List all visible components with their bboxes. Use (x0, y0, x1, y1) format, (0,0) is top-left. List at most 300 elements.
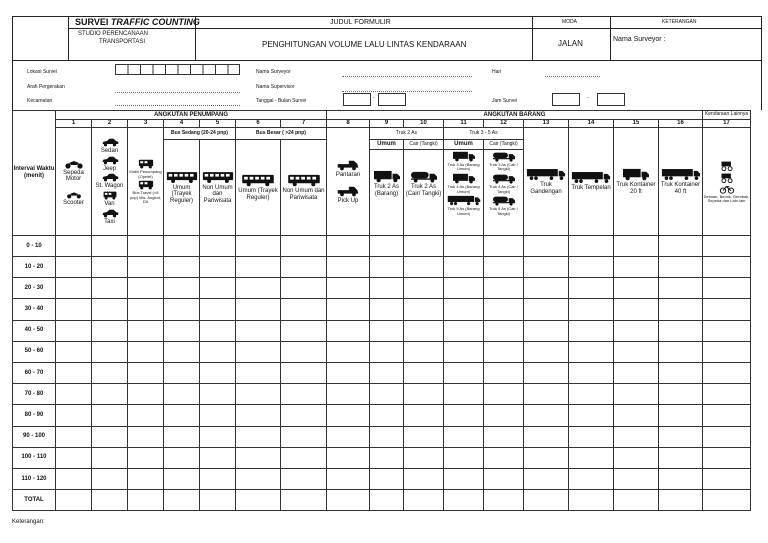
table-row (13, 384, 751, 405)
count-cell[interactable] (703, 341, 751, 362)
container-40ft-icon (661, 168, 701, 181)
scooter-icon (66, 189, 82, 199)
count-cell[interactable] (200, 384, 236, 405)
count-cell[interactable] (524, 278, 569, 299)
count-cell[interactable] (281, 384, 327, 405)
count-cell[interactable] (404, 299, 444, 320)
count-cell[interactable] (569, 299, 614, 320)
colnum: 9 (370, 120, 404, 128)
count-cell[interactable] (327, 468, 370, 489)
col11-header: Umum Truk 3 As (Barang Umum) Truk 4 As (Barang Umum) Truk 5 As (Barang Umum) (444, 139, 484, 235)
hari-input-line[interactable] (545, 76, 600, 77)
count-cell[interactable] (370, 257, 404, 278)
col4-header: Umum (Trayek Reguler) (164, 139, 200, 235)
count-cell[interactable] (703, 278, 751, 299)
count-cell[interactable] (614, 447, 659, 468)
cart-icon (719, 160, 735, 171)
label-jam: Jam Survei (492, 98, 518, 104)
col9-header: Umum Truk 2 As (Barang) (370, 139, 404, 235)
count-cell[interactable] (92, 341, 128, 362)
count-cell[interactable] (92, 447, 128, 468)
pickup-icon (336, 185, 360, 197)
count-cell[interactable] (614, 405, 659, 426)
form-title: PENGHITUNGAN VOLUME LALU LINTAS KENDARAAN (262, 40, 467, 49)
count-cell[interactable] (444, 341, 484, 362)
count-cell[interactable] (128, 235, 164, 256)
count-cell[interactable] (703, 405, 751, 426)
count-cell[interactable] (659, 299, 703, 320)
kecamatan-input-line[interactable] (115, 105, 240, 106)
count-cell[interactable] (92, 405, 128, 426)
sedan-icon (101, 138, 119, 147)
count-cell[interactable] (92, 426, 128, 447)
table-row (13, 257, 751, 278)
count-cell[interactable] (404, 384, 444, 405)
count-cell[interactable] (164, 278, 200, 299)
bus-large-icon (241, 174, 275, 187)
count-cell[interactable] (703, 468, 751, 489)
count-cell[interactable] (659, 384, 703, 405)
count-cell[interactable] (569, 320, 614, 341)
count-cell[interactable] (444, 235, 484, 256)
count-cell[interactable] (524, 320, 569, 341)
count-cell[interactable] (281, 235, 327, 256)
count-cell[interactable] (200, 235, 236, 256)
count-cell[interactable] (524, 447, 569, 468)
count-cell[interactable] (236, 405, 281, 426)
count-cell[interactable] (200, 363, 236, 384)
count-cell[interactable] (200, 490, 236, 511)
count-cell[interactable] (404, 363, 444, 384)
count-cell[interactable] (281, 447, 327, 468)
count-cell[interactable] (703, 426, 751, 447)
col15-header: Truk Kontainer 20 ft (614, 127, 659, 235)
count-cell[interactable] (569, 257, 614, 278)
count-cell[interactable] (56, 320, 92, 341)
count-cell[interactable] (164, 447, 200, 468)
count-cell[interactable] (703, 257, 751, 278)
truck-5axle-icon (447, 195, 481, 206)
count-cell[interactable] (56, 468, 92, 489)
count-cell[interactable] (92, 363, 128, 384)
count-cell[interactable] (164, 405, 200, 426)
colnum: 11 (444, 120, 484, 128)
count-cell[interactable] (128, 384, 164, 405)
count-cell[interactable] (569, 235, 614, 256)
count-cell[interactable] (327, 257, 370, 278)
count-cell[interactable] (281, 320, 327, 341)
count-cell[interactable] (659, 405, 703, 426)
nama-supervisor-input-line[interactable] (342, 91, 472, 92)
count-cell[interactable] (200, 341, 236, 362)
count-cell[interactable] (164, 363, 200, 384)
count-cell[interactable] (128, 447, 164, 468)
count-cell[interactable] (92, 278, 128, 299)
count-cell[interactable] (569, 384, 614, 405)
table-row (13, 299, 751, 320)
count-cell[interactable] (569, 468, 614, 489)
count-cell[interactable] (327, 320, 370, 341)
count-cell[interactable] (281, 490, 327, 511)
count-cell[interactable] (703, 490, 751, 511)
count-cell[interactable] (659, 490, 703, 511)
count-cell[interactable] (92, 490, 128, 511)
table-row (13, 426, 751, 447)
mode-label: MODA (562, 19, 577, 25)
count-cell[interactable] (327, 384, 370, 405)
count-cell[interactable] (327, 341, 370, 362)
bulan-box[interactable] (378, 93, 406, 106)
count-cell[interactable] (444, 320, 484, 341)
count-cell[interactable] (659, 363, 703, 384)
tanggal-box[interactable] (343, 93, 371, 106)
count-cell[interactable] (128, 341, 164, 362)
count-cell[interactable] (370, 278, 404, 299)
table-row (13, 447, 751, 468)
count-cell[interactable] (370, 468, 404, 489)
count-cell[interactable] (56, 384, 92, 405)
count-cell[interactable] (370, 341, 404, 362)
col12-header: Cair (Tangki) Truk 3 As (Cair / Tangki) Truk 4 As (Cair / Tangki) Truk 5 As (Cair / Tangki) (484, 139, 524, 235)
count-cell[interactable] (281, 426, 327, 447)
count-cell[interactable] (484, 320, 524, 341)
label-arah: Arah Pergerakan (27, 84, 65, 90)
count-cell[interactable] (484, 257, 524, 278)
count-cell[interactable] (484, 278, 524, 299)
total-label: TOTAL (13, 490, 56, 511)
count-cell[interactable] (370, 426, 404, 447)
col17-header: Kendaraan Lainnya (703, 111, 751, 120)
count-cell[interactable] (56, 299, 92, 320)
count-cell[interactable] (404, 257, 444, 278)
count-cell[interactable] (659, 235, 703, 256)
count-cell[interactable] (444, 299, 484, 320)
count-cell[interactable] (484, 405, 524, 426)
colnum: 6 (236, 120, 281, 128)
col2-header: Sedan Jeep St. Wagon Van Taxi (92, 127, 128, 235)
arah-input-line[interactable] (115, 92, 240, 93)
count-cell[interactable] (484, 426, 524, 447)
count-cell[interactable] (128, 405, 164, 426)
count-cell[interactable] (56, 278, 92, 299)
colnum: 10 (404, 120, 444, 128)
count-cell[interactable] (164, 490, 200, 511)
count-cell[interactable] (370, 299, 404, 320)
count-cell[interactable] (164, 257, 200, 278)
colnum: 7 (281, 120, 327, 128)
count-cell[interactable] (370, 405, 404, 426)
pantaran-icon (336, 159, 360, 171)
interval-label: 80 - 90 (13, 405, 56, 426)
count-cell[interactable] (56, 341, 92, 362)
count-cell[interactable] (569, 490, 614, 511)
count-cell[interactable] (703, 235, 751, 256)
motorcycle-icon (64, 157, 84, 169)
count-cell[interactable] (128, 320, 164, 341)
count-cell[interactable] (484, 235, 524, 256)
count-cell[interactable] (56, 257, 92, 278)
column-number-row (13, 120, 751, 128)
count-cell[interactable] (128, 363, 164, 384)
count-cell[interactable] (524, 235, 569, 256)
colnum: 3 (128, 120, 164, 128)
count-cell[interactable] (128, 278, 164, 299)
count-cell[interactable] (614, 363, 659, 384)
count-cell[interactable] (92, 299, 128, 320)
count-cell[interactable] (370, 490, 404, 511)
count-cell[interactable] (92, 468, 128, 489)
count-cell[interactable] (524, 257, 569, 278)
truck-3axle-icon (451, 151, 477, 162)
count-cell[interactable] (444, 257, 484, 278)
count-cell[interactable] (327, 299, 370, 320)
table-row (13, 363, 751, 384)
interval-label: 90 - 100 (13, 426, 56, 447)
count-cell[interactable] (327, 426, 370, 447)
count-cell[interactable] (92, 257, 128, 278)
label-nama-surveyor: Nama Surveyor (256, 69, 291, 75)
count-cell[interactable] (56, 235, 92, 256)
total-row (13, 490, 751, 511)
colnum: 1 (56, 120, 92, 128)
count-cell[interactable] (703, 384, 751, 405)
label-tanggal: Tanggal - Bulan Survei (256, 98, 307, 104)
count-cell[interactable] (614, 384, 659, 405)
count-cell[interactable] (200, 257, 236, 278)
count-cell[interactable] (281, 363, 327, 384)
count-cell[interactable] (200, 299, 236, 320)
count-cell[interactable] (236, 490, 281, 511)
count-cell[interactable] (444, 468, 484, 489)
count-cell[interactable] (444, 278, 484, 299)
count-cell[interactable] (236, 320, 281, 341)
col16-header: Truk Kontainer 40 ft (659, 127, 703, 235)
count-cell[interactable] (614, 235, 659, 256)
count-cell[interactable] (444, 426, 484, 447)
count-cell[interactable] (327, 363, 370, 384)
count-cell[interactable] (200, 320, 236, 341)
col17-other-header: Delman, Becak, Gerobak, Sepeda dan Lain-lain (703, 127, 751, 235)
count-cell[interactable] (200, 468, 236, 489)
count-cell[interactable] (569, 447, 614, 468)
count-cell[interactable] (524, 363, 569, 384)
count-cell[interactable] (703, 363, 751, 384)
count-cell[interactable] (444, 384, 484, 405)
count-cell[interactable] (614, 468, 659, 489)
count-cell[interactable] (484, 490, 524, 511)
count-cell[interactable] (370, 384, 404, 405)
tanker-5axle-icon (491, 195, 517, 206)
count-cell[interactable] (524, 405, 569, 426)
count-cell[interactable] (404, 468, 444, 489)
count-cell[interactable] (56, 490, 92, 511)
interval-header: Interval Waktu (menit) (13, 111, 56, 236)
count-cell[interactable] (569, 278, 614, 299)
count-cell[interactable] (659, 278, 703, 299)
count-cell[interactable] (659, 257, 703, 278)
count-cell[interactable] (164, 384, 200, 405)
count-cell[interactable] (484, 341, 524, 362)
count-cell[interactable] (703, 299, 751, 320)
count-cell[interactable] (281, 468, 327, 489)
col14-header: Truk Tempelan (569, 127, 614, 235)
count-cell[interactable] (404, 341, 444, 362)
count-cell[interactable] (236, 235, 281, 256)
count-cell[interactable] (524, 468, 569, 489)
count-cell[interactable] (236, 278, 281, 299)
count-cell[interactable] (281, 341, 327, 362)
count-cell[interactable] (236, 341, 281, 362)
count-cell[interactable] (164, 299, 200, 320)
count-cell[interactable] (404, 426, 444, 447)
bus-sedang-header: Bus Sedang (20-24 pnp) (164, 127, 236, 139)
count-cell[interactable] (128, 468, 164, 489)
count-cell[interactable] (569, 405, 614, 426)
truck-4axle-icon (449, 173, 479, 184)
count-cell[interactable] (444, 490, 484, 511)
count-cell[interactable] (614, 426, 659, 447)
survey-title: SURVEI TRAFFIC COUNTING (75, 17, 200, 27)
count-cell[interactable] (370, 320, 404, 341)
count-cell[interactable] (200, 426, 236, 447)
colnum: 5 (200, 120, 236, 128)
opelet-icon (137, 159, 155, 169)
count-cell[interactable] (327, 278, 370, 299)
count-cell[interactable] (200, 447, 236, 468)
count-cell[interactable] (370, 235, 404, 256)
count-cell[interactable] (236, 426, 281, 447)
count-cell[interactable] (164, 341, 200, 362)
count-cell[interactable] (524, 426, 569, 447)
count-cell[interactable] (569, 363, 614, 384)
col3-header: Mobil Penumpang (Opelet) Bus Travel (<8 pnp) Mis. Angkot, DII (128, 127, 164, 235)
count-cell[interactable] (327, 490, 370, 511)
count-cell[interactable] (659, 447, 703, 468)
truck-trailer-icon (526, 168, 566, 181)
count-cell[interactable] (404, 405, 444, 426)
count-cell[interactable] (327, 447, 370, 468)
count-cell[interactable] (524, 490, 569, 511)
count-cell[interactable] (484, 447, 524, 468)
colnum: 2 (92, 120, 128, 128)
count-cell[interactable] (56, 426, 92, 447)
count-cell[interactable] (404, 320, 444, 341)
count-cell[interactable] (569, 341, 614, 362)
count-cell[interactable] (236, 447, 281, 468)
count-cell[interactable] (327, 235, 370, 256)
truk3as-header: Truk 3 - 5 As (444, 127, 524, 139)
rickshaw-icon (719, 172, 735, 183)
count-cell[interactable] (92, 235, 128, 256)
col8-header: Pantaran Pick Up (327, 127, 370, 235)
count-cell[interactable] (236, 468, 281, 489)
count-cell[interactable] (404, 235, 444, 256)
count-cell[interactable] (164, 320, 200, 341)
count-cell[interactable] (281, 299, 327, 320)
count-cell[interactable] (614, 320, 659, 341)
count-cell[interactable] (659, 426, 703, 447)
count-cell[interactable] (281, 405, 327, 426)
label-nama-supervisor: Nama Supervisor (256, 84, 295, 90)
count-cell[interactable] (524, 384, 569, 405)
station-wagon-icon (101, 173, 119, 182)
count-cell[interactable] (128, 257, 164, 278)
count-cell[interactable] (236, 363, 281, 384)
count-cell[interactable] (128, 426, 164, 447)
count-cell[interactable] (659, 320, 703, 341)
count-cell[interactable] (484, 468, 524, 489)
count-cell[interactable] (703, 320, 751, 341)
count-cell[interactable] (370, 447, 404, 468)
count-cell[interactable] (404, 447, 444, 468)
count-cell[interactable] (236, 257, 281, 278)
count-cell[interactable] (56, 447, 92, 468)
count-cell[interactable] (92, 384, 128, 405)
count-cell[interactable] (484, 299, 524, 320)
table-row (13, 320, 751, 341)
count-cell[interactable] (56, 405, 92, 426)
count-cell[interactable] (444, 363, 484, 384)
traffic-count-table (12, 110, 751, 511)
nama-surveyor-input-line[interactable] (342, 76, 472, 77)
count-cell[interactable] (164, 468, 200, 489)
jam-selesai-box[interactable] (597, 93, 625, 106)
count-cell[interactable] (164, 235, 200, 256)
jam-mulai-box[interactable] (552, 93, 580, 106)
bus-large-tour-icon (287, 174, 321, 187)
count-cell[interactable] (703, 447, 751, 468)
count-cell[interactable] (524, 341, 569, 362)
count-cell[interactable] (404, 278, 444, 299)
label-lokasi: Lokasi Survei (27, 69, 58, 75)
count-cell[interactable] (164, 426, 200, 447)
count-cell[interactable] (569, 426, 614, 447)
count-cell[interactable] (484, 384, 524, 405)
count-cell[interactable] (56, 363, 92, 384)
colnum: 15 (614, 120, 659, 128)
count-cell[interactable] (281, 278, 327, 299)
count-cell[interactable] (444, 447, 484, 468)
count-cell[interactable] (484, 363, 524, 384)
lokasi-code-boxes[interactable] (115, 64, 240, 75)
count-cell[interactable] (200, 405, 236, 426)
count-cell[interactable] (281, 257, 327, 278)
count-cell[interactable] (614, 490, 659, 511)
count-cell[interactable] (128, 299, 164, 320)
count-cell[interactable] (404, 490, 444, 511)
count-cell[interactable] (659, 341, 703, 362)
count-cell[interactable] (659, 468, 703, 489)
count-cell[interactable] (327, 405, 370, 426)
interval-label: 60 - 70 (13, 363, 56, 384)
count-cell[interactable] (614, 278, 659, 299)
count-cell[interactable] (444, 405, 484, 426)
colnum: 4 (164, 120, 200, 128)
interval-label: 110 - 120 (13, 468, 56, 489)
count-cell[interactable] (236, 299, 281, 320)
count-cell[interactable] (614, 341, 659, 362)
count-cell[interactable] (614, 257, 659, 278)
count-cell[interactable] (200, 278, 236, 299)
count-cell[interactable] (370, 363, 404, 384)
table-row (13, 468, 751, 489)
count-cell[interactable] (128, 490, 164, 511)
count-cell[interactable] (614, 299, 659, 320)
count-cell[interactable] (524, 299, 569, 320)
count-cell[interactable] (236, 384, 281, 405)
count-cell[interactable] (92, 320, 128, 341)
semi-trailer-icon (571, 171, 611, 184)
